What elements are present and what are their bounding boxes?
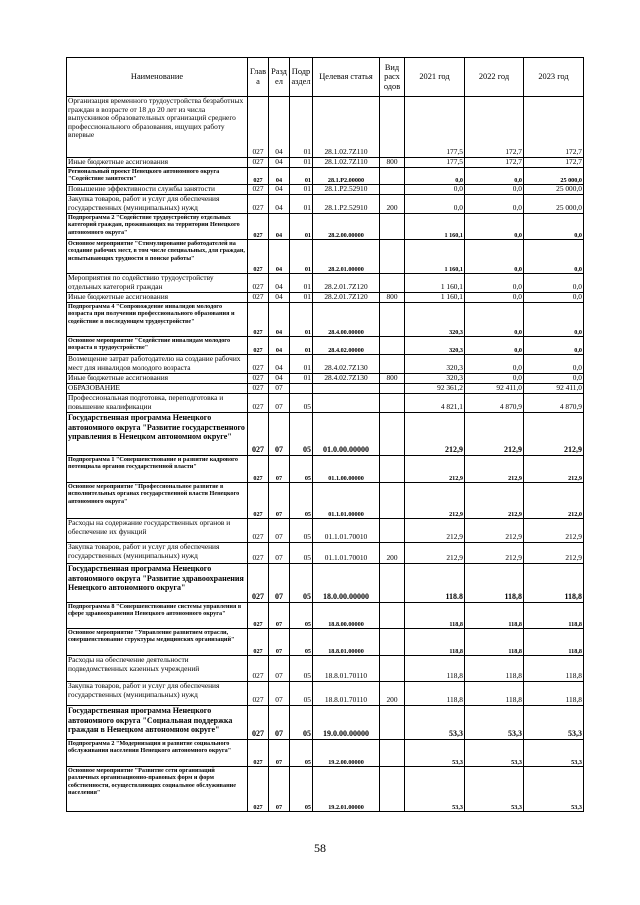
row-target: 28.1.P2.52910 xyxy=(313,185,380,195)
row-podrazdel: 01 xyxy=(290,97,313,158)
row-2022: 0,0 xyxy=(465,168,524,185)
row-2021: 212,9 xyxy=(405,456,465,483)
row-2022: 212,9 xyxy=(465,543,524,564)
row-2022: 0,0 xyxy=(465,214,524,240)
row-name: Основное мероприятие "Стимулирование работодателей на создание рабочих мест, в том числе специальных, для граждан, испытывающих трудности в поиске работы" xyxy=(67,240,248,274)
row-podrazdel: 05 xyxy=(290,564,313,603)
row-vid xyxy=(380,564,405,603)
row-razdel: 07 xyxy=(269,413,290,456)
row-2022: 0,0 xyxy=(465,374,524,384)
row-podrazdel: 01 xyxy=(290,195,313,214)
row-glava: 027 xyxy=(248,384,269,394)
row-2023: 212,9 xyxy=(524,543,584,564)
table-row xyxy=(67,629,584,656)
row-2023: 212,9 xyxy=(524,519,584,543)
row-2023: 53,3 xyxy=(524,706,584,740)
row-name: Иные бюджетные ассигнования xyxy=(67,158,248,168)
table-row xyxy=(67,740,584,767)
row-razdel: 07 xyxy=(269,564,290,603)
row-podrazdel: 05 xyxy=(290,740,313,767)
row-podrazdel: 01 xyxy=(290,337,313,355)
row-2022: 212,9 xyxy=(465,519,524,543)
row-glava: 027 xyxy=(248,629,269,656)
table-row xyxy=(67,543,584,564)
row-2021: 1 160,1 xyxy=(405,214,465,240)
row-podrazdel: 01 xyxy=(290,240,313,274)
row-razdel: 04 xyxy=(269,214,290,240)
row-vid xyxy=(380,394,405,413)
row-podrazdel: 05 xyxy=(290,394,313,413)
table-row xyxy=(67,97,584,158)
row-2021: 177,5 xyxy=(405,158,465,168)
page-number: 58 xyxy=(314,841,326,855)
row-target: 18.0.00.00000 xyxy=(313,564,380,603)
row-2021: 118,8 xyxy=(405,656,465,682)
row-2021: 212,9 xyxy=(405,543,465,564)
row-name: Закупка товаров, работ и услуг для обеспечения государственных (муниципальных) нужд xyxy=(67,195,248,214)
row-target: 28.2.01.00000 xyxy=(313,240,380,274)
row-2023: 172,7 xyxy=(524,97,584,158)
row-name: Повышение эффективности службы занятости xyxy=(67,185,248,195)
row-podrazdel: 05 xyxy=(290,519,313,543)
row-vid xyxy=(380,240,405,274)
row-2022: 172,7 xyxy=(465,158,524,168)
row-vid xyxy=(380,185,405,195)
row-razdel: 04 xyxy=(269,97,290,158)
row-glava: 027 xyxy=(248,214,269,240)
row-glava: 027 xyxy=(248,603,269,629)
table-row xyxy=(67,158,584,168)
row-2022: 118,8 xyxy=(465,603,524,629)
row-name: Основное мероприятие "Управление развитием отрасли, совершенствование структуры медицинских организаций" xyxy=(67,629,248,656)
row-podrazdel: 01 xyxy=(290,293,313,303)
row-glava: 027 xyxy=(248,740,269,767)
row-glava: 027 xyxy=(248,97,269,158)
row-2022: 92 411,0 xyxy=(465,384,524,394)
table-row xyxy=(67,564,584,603)
table-row xyxy=(67,767,584,812)
row-podrazdel: 01 xyxy=(290,185,313,195)
row-2021: 320,3 xyxy=(405,374,465,384)
row-glava: 027 xyxy=(248,337,269,355)
row-vid xyxy=(380,97,405,158)
row-target: 28.1.02.7Z110 xyxy=(313,97,380,158)
row-2023: 212,9 xyxy=(524,456,584,483)
row-vid xyxy=(380,629,405,656)
row-razdel: 07 xyxy=(269,384,290,394)
row-podrazdel xyxy=(290,384,313,394)
row-razdel: 07 xyxy=(269,394,290,413)
row-glava: 027 xyxy=(248,682,269,706)
row-2021: 320,3 xyxy=(405,303,465,337)
row-vid xyxy=(380,274,405,293)
table-row xyxy=(67,519,584,543)
row-glava: 027 xyxy=(248,355,269,374)
row-2023: 0,0 xyxy=(524,274,584,293)
row-podrazdel: 01 xyxy=(290,303,313,337)
row-podrazdel: 01 xyxy=(290,214,313,240)
row-glava: 027 xyxy=(248,303,269,337)
row-vid: 800 xyxy=(380,374,405,384)
row-vid xyxy=(380,740,405,767)
row-glava: 027 xyxy=(248,394,269,413)
row-2022: 0,0 xyxy=(465,303,524,337)
row-2023: 118,8 xyxy=(524,603,584,629)
row-name: Закупка товаров, работ и услуг для обеспечения государственных (муниципальных) нужд xyxy=(67,543,248,564)
row-target: 18.8.01.00000 xyxy=(313,629,380,656)
row-2021: 177,5 xyxy=(405,97,465,158)
row-target: 28.1.P2.52910 xyxy=(313,195,380,214)
row-2023: 4 870,9 xyxy=(524,394,584,413)
table-row xyxy=(67,195,584,214)
table-row xyxy=(67,483,584,519)
row-name: Возмещение затрат работодателю на создание рабочих мест для инвалидов молодого возраста xyxy=(67,355,248,374)
row-2023: 212,0 xyxy=(524,483,584,519)
row-name: Региональный проект Ненецкого автономного округа "Содействие занятости" xyxy=(67,168,248,185)
row-name: Подпрограмма 1 "Совершенствование и развитие кадрового потенциала органов государственной власти" xyxy=(67,456,248,483)
row-2023: 212,9 xyxy=(524,413,584,456)
row-2021: 53,3 xyxy=(405,740,465,767)
row-name: Государственная программа Ненецкого автономного округа "Развитие здравоохранения Ненецкого автономного округа" xyxy=(67,564,248,603)
header-target: Целевая статья xyxy=(313,58,380,97)
row-razdel: 07 xyxy=(269,706,290,740)
row-2021: 92 361,2 xyxy=(405,384,465,394)
row-glava: 027 xyxy=(248,519,269,543)
row-podrazdel: 05 xyxy=(290,603,313,629)
row-2023: 118,8 xyxy=(524,629,584,656)
row-razdel: 04 xyxy=(269,195,290,214)
row-podrazdel: 01 xyxy=(290,158,313,168)
table-row xyxy=(67,456,584,483)
row-glava: 027 xyxy=(248,483,269,519)
header-2023: 2023 год xyxy=(524,58,584,97)
row-vid xyxy=(380,603,405,629)
row-target: 28.4.02.7Z130 xyxy=(313,374,380,384)
table-row xyxy=(67,706,584,740)
row-glava: 027 xyxy=(248,543,269,564)
table-row xyxy=(67,384,584,394)
table-header-row xyxy=(67,58,584,97)
table-row xyxy=(67,168,584,185)
row-name: Подпрограмма 2 "Содействие трудоустройству отдельных категорий граждан, проживающих на территории Ненецкого автономного округа" xyxy=(67,214,248,240)
row-2022: 53,3 xyxy=(465,767,524,812)
row-name: Государственная программа Ненецкого автономного округа "Развитие государственного управления в Ненецком автономном округе" xyxy=(67,413,248,456)
row-vid xyxy=(380,656,405,682)
row-2023: 25 000,0 xyxy=(524,185,584,195)
row-2023: 53,3 xyxy=(524,767,584,812)
row-2022: 53,3 xyxy=(465,706,524,740)
row-2021: 212,9 xyxy=(405,519,465,543)
row-target: 28.4.02.00000 xyxy=(313,337,380,355)
row-razdel: 04 xyxy=(269,158,290,168)
row-podrazdel: 05 xyxy=(290,456,313,483)
row-glava: 027 xyxy=(248,413,269,456)
row-razdel: 07 xyxy=(269,629,290,656)
row-glava: 027 xyxy=(248,564,269,603)
header-podrazdel: Подр аздел xyxy=(290,58,313,97)
row-glava: 027 xyxy=(248,195,269,214)
row-vid xyxy=(380,483,405,519)
row-2023: 172,7 xyxy=(524,158,584,168)
row-glava: 027 xyxy=(248,185,269,195)
row-name: ОБРАЗОВАНИЕ xyxy=(67,384,248,394)
row-razdel: 04 xyxy=(269,293,290,303)
row-2023: 0,0 xyxy=(524,303,584,337)
row-2022: 212,9 xyxy=(465,483,524,519)
row-2022: 118,8 xyxy=(465,656,524,682)
row-target: 18.8.01.70110 xyxy=(313,682,380,706)
row-vid xyxy=(380,384,405,394)
row-name: Основное мероприятие "Развитие сети организаций различных организационно-правовых форм и форм собственности, осуществляющих социальное обслуживание населения" xyxy=(67,767,248,812)
table-row xyxy=(67,413,584,456)
row-name: Иные бюджетные ассигнования xyxy=(67,293,248,303)
table-row xyxy=(67,374,584,384)
row-2021: 1 160,1 xyxy=(405,240,465,274)
row-2023: 0,0 xyxy=(524,293,584,303)
row-podrazdel: 01 xyxy=(290,355,313,374)
table-row xyxy=(67,394,584,413)
row-podrazdel: 05 xyxy=(290,543,313,564)
table-row xyxy=(67,303,584,337)
row-razdel: 07 xyxy=(269,767,290,812)
row-glava: 027 xyxy=(248,706,269,740)
row-target: 01.1.00.00000 xyxy=(313,456,380,483)
row-glava: 027 xyxy=(248,240,269,274)
table-row xyxy=(67,603,584,629)
row-name: Подпрограмма 2 "Модернизация и развитие социального обслуживания населения Ненецкого автономного округа" xyxy=(67,740,248,767)
row-target: 28.1.P2.00000 xyxy=(313,168,380,185)
row-2022: 0,0 xyxy=(465,185,524,195)
row-2022: 118,8 xyxy=(465,682,524,706)
row-name: Государственная программа Ненецкого автономного округа "Социальная поддержка граждан в Ненецком автономном округе" xyxy=(67,706,248,740)
row-target: 19.2.01.00000 xyxy=(313,767,380,812)
table-row xyxy=(67,682,584,706)
row-podrazdel: 05 xyxy=(290,413,313,456)
row-2023: 25 000,0 xyxy=(524,168,584,185)
row-name: Расходы на содержание государственных органов и обеспечение их функций xyxy=(67,519,248,543)
table-row xyxy=(67,293,584,303)
row-razdel: 04 xyxy=(269,355,290,374)
row-vid xyxy=(380,519,405,543)
row-vid xyxy=(380,767,405,812)
budget-table xyxy=(66,57,584,812)
row-2021: 1 160,1 xyxy=(405,274,465,293)
row-target: 18.8.01.70110 xyxy=(313,656,380,682)
header-2022: 2022 год xyxy=(465,58,524,97)
row-2021: 118,8 xyxy=(405,603,465,629)
row-name: Основное мероприятие "Профессиональное развитие в исполнительных органах государственной власти Ненецкого автономного округа" xyxy=(67,483,248,519)
row-vid: 800 xyxy=(380,158,405,168)
row-podrazdel: 05 xyxy=(290,656,313,682)
row-razdel: 07 xyxy=(269,682,290,706)
header-razdel: Разд ел xyxy=(269,58,290,97)
row-glava: 027 xyxy=(248,767,269,812)
row-target: 28.1.02.7Z110 xyxy=(313,158,380,168)
row-podrazdel: 05 xyxy=(290,706,313,740)
row-razdel: 07 xyxy=(269,543,290,564)
row-2021: 4 821,1 xyxy=(405,394,465,413)
header-2021: 2021 год xyxy=(405,58,465,97)
row-2022: 0,0 xyxy=(465,355,524,374)
row-razdel: 07 xyxy=(269,519,290,543)
row-2021: 320,3 xyxy=(405,337,465,355)
row-glava: 027 xyxy=(248,274,269,293)
row-razdel: 07 xyxy=(269,740,290,767)
row-razdel: 07 xyxy=(269,656,290,682)
row-name: Профессиональная подготовка, переподготовка и повышение квалификации xyxy=(67,394,248,413)
row-vid xyxy=(380,214,405,240)
table-row xyxy=(67,240,584,274)
row-2021: 53,3 xyxy=(405,767,465,812)
row-glava: 027 xyxy=(248,374,269,384)
row-2023: 118,8 xyxy=(524,682,584,706)
row-name: Мероприятия по содействию трудоустройству отдельных категорий граждан xyxy=(67,274,248,293)
row-target: 19.0.00.00000 xyxy=(313,706,380,740)
row-2022: 0,0 xyxy=(465,240,524,274)
row-razdel: 04 xyxy=(269,274,290,293)
row-glava: 027 xyxy=(248,656,269,682)
row-2023: 0,0 xyxy=(524,355,584,374)
row-name: Подпрограмма 8 "Совершенствование системы управления в сфере здравоохранения Ненецкого автономного округа" xyxy=(67,603,248,629)
row-name: Основное мероприятие "Содействие инвалидам молодого возраста в трудоустройстве" xyxy=(67,337,248,355)
row-name: Организация временного трудоустройства безработных граждан в возрасте от 18 до 20 лет из числа выпускников образовательных организаций среднего профессионального образования, ищущих работу впервые xyxy=(67,97,248,158)
row-razdel: 04 xyxy=(269,374,290,384)
row-podrazdel: 05 xyxy=(290,682,313,706)
row-glava: 027 xyxy=(248,293,269,303)
row-2023: 118,8 xyxy=(524,656,584,682)
row-2021: 320,3 xyxy=(405,355,465,374)
row-2022: 0,0 xyxy=(465,195,524,214)
row-2021: 118.8 xyxy=(405,564,465,603)
table-row xyxy=(67,656,584,682)
row-razdel: 04 xyxy=(269,337,290,355)
row-razdel: 04 xyxy=(269,240,290,274)
row-target: 18.8.00.00000 xyxy=(313,603,380,629)
row-2023: 118,8 xyxy=(524,564,584,603)
row-2023: 25 000,0 xyxy=(524,195,584,214)
row-target: 28.2.01.7Z120 xyxy=(313,274,380,293)
row-vid: 200 xyxy=(380,543,405,564)
row-vid xyxy=(380,456,405,483)
row-razdel: 04 xyxy=(269,185,290,195)
row-target: 01.1.01.00000 xyxy=(313,483,380,519)
row-2022: 212,9 xyxy=(465,413,524,456)
row-vid xyxy=(380,355,405,374)
table-body xyxy=(67,97,584,812)
row-2023: 0,0 xyxy=(524,214,584,240)
header-vid: Вид расх одов xyxy=(380,58,405,97)
table-row xyxy=(67,185,584,195)
row-podrazdel: 01 xyxy=(290,274,313,293)
row-target: 28.4.02.7Z130 xyxy=(313,355,380,374)
row-vid: 200 xyxy=(380,195,405,214)
row-razdel: 07 xyxy=(269,603,290,629)
row-2023: 53,3 xyxy=(524,740,584,767)
row-2021: 0,0 xyxy=(405,185,465,195)
row-2023: 0,0 xyxy=(524,240,584,274)
row-name: Закупка товаров, работ и услуг для обеспечения государственных (муниципальных) нужд xyxy=(67,682,248,706)
row-2023: 92 411,0 xyxy=(524,384,584,394)
row-name: Расходы на обеспечение деятельности подведомственных казенных учреждений xyxy=(67,656,248,682)
row-2021: 118,8 xyxy=(405,629,465,656)
row-target: 01.1.01.70010 xyxy=(313,543,380,564)
row-vid: 200 xyxy=(380,682,405,706)
row-name: Подпрограмма 4 "Сопровождение инвалидов молодого возраста при получении профессионального образования и содействие в последующем трудоустройстве" xyxy=(67,303,248,337)
row-vid xyxy=(380,168,405,185)
row-2021: 53,3 xyxy=(405,706,465,740)
row-2022: 0,0 xyxy=(465,293,524,303)
row-2022: 172,7 xyxy=(465,97,524,158)
header-name: Наименование xyxy=(67,58,248,97)
row-podrazdel: 05 xyxy=(290,767,313,812)
row-razdel: 04 xyxy=(269,168,290,185)
row-target: 01.0.00.00000 xyxy=(313,413,380,456)
row-2022: 53,3 xyxy=(465,740,524,767)
table-row xyxy=(67,214,584,240)
table-row xyxy=(67,337,584,355)
row-glava: 027 xyxy=(248,168,269,185)
row-podrazdel: 01 xyxy=(290,374,313,384)
row-target xyxy=(313,384,380,394)
row-target: 28.2.01.7Z120 xyxy=(313,293,380,303)
row-vid xyxy=(380,706,405,740)
row-name: Иные бюджетные ассигнования xyxy=(67,374,248,384)
row-2022: 118,8 xyxy=(465,629,524,656)
row-2021: 212,9 xyxy=(405,483,465,519)
row-target xyxy=(313,394,380,413)
header-glava: Глав а xyxy=(248,58,269,97)
row-podrazdel: 01 xyxy=(290,168,313,185)
row-glava: 027 xyxy=(248,158,269,168)
table-row xyxy=(67,274,584,293)
row-target: 19.2.00.00000 xyxy=(313,740,380,767)
row-2022: 0,0 xyxy=(465,337,524,355)
row-2021: 118,8 xyxy=(405,682,465,706)
row-vid: 800 xyxy=(380,293,405,303)
row-2022: 0,0 xyxy=(465,274,524,293)
row-target: 28.2.00.00000 xyxy=(313,214,380,240)
row-2021: 212,9 xyxy=(405,413,465,456)
table-row xyxy=(67,355,584,374)
row-vid xyxy=(380,413,405,456)
row-2021: 0,0 xyxy=(405,168,465,185)
row-2022: 212,9 xyxy=(465,456,524,483)
row-2022: 118,8 xyxy=(465,564,524,603)
row-razdel: 07 xyxy=(269,456,290,483)
row-2023: 0,0 xyxy=(524,374,584,384)
row-2022: 4 870,9 xyxy=(465,394,524,413)
row-target: 28.4.00.00000 xyxy=(313,303,380,337)
row-glava: 027 xyxy=(248,456,269,483)
row-2021: 0,0 xyxy=(405,195,465,214)
row-razdel: 07 xyxy=(269,483,290,519)
row-2023: 0,0 xyxy=(524,337,584,355)
row-vid xyxy=(380,303,405,337)
row-vid xyxy=(380,337,405,355)
row-target: 01.1.01.70010 xyxy=(313,519,380,543)
row-2021: 1 160,1 xyxy=(405,293,465,303)
row-podrazdel: 05 xyxy=(290,483,313,519)
row-razdel: 04 xyxy=(269,303,290,337)
row-podrazdel: 05 xyxy=(290,629,313,656)
